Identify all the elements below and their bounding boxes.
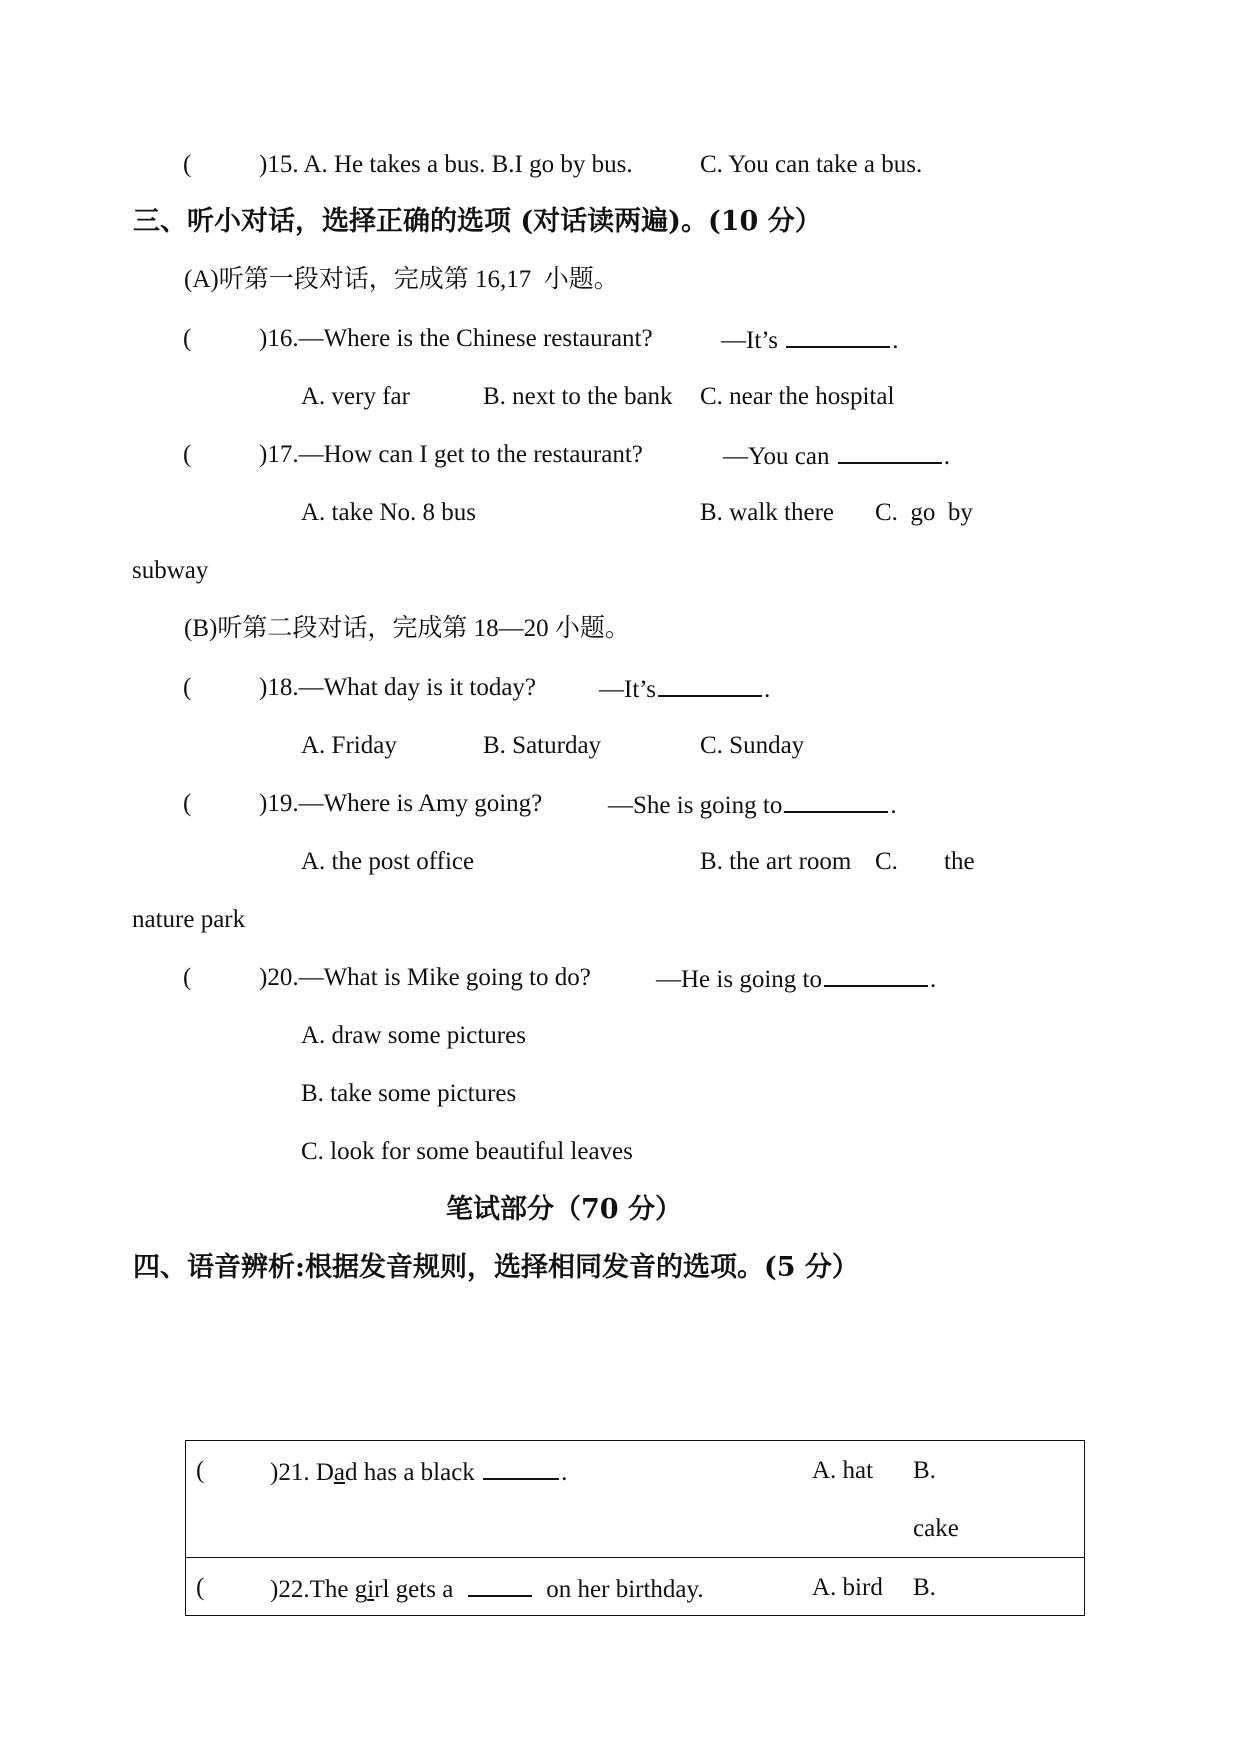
- q18-answer-blank: [658, 673, 762, 697]
- q21-stem-post: d has a black: [345, 1459, 475, 1486]
- q17-option-b: B. walk there: [700, 499, 834, 526]
- q18-paren: (: [183, 674, 192, 701]
- q16-paren: (: [183, 325, 192, 352]
- q21-option-a: A. hat: [812, 1457, 874, 1484]
- q17-answer-blank: [838, 440, 942, 464]
- q16-option-a: A. very far: [301, 383, 410, 410]
- q17-paren: (: [183, 441, 192, 468]
- q16-option-b: B. next to the bank: [483, 383, 673, 410]
- q19-option-a: A. the post office: [301, 848, 475, 875]
- part-b-instruction: (B)听第二段对话，完成第 18—20 小题。: [184, 615, 630, 642]
- q16-reply: [721, 324, 898, 356]
- q22-answer-blank: [468, 1573, 532, 1597]
- q19-reply-text: —She is going to: [608, 792, 783, 819]
- q20-reply-text: —He is going to: [656, 966, 822, 993]
- q16-end: .: [892, 327, 899, 354]
- section-4-heading: 四、语音辨析:根据发音规则，选择相同发音的选项。(5 分）: [133, 1252, 859, 1283]
- q17-reply-text: —You can: [723, 443, 830, 470]
- section-3-heading: 三、听小对话，选择正确的选项 (对话读两遍)。(10 分）: [133, 206, 822, 237]
- q19-option-b: B. the art room: [700, 848, 852, 875]
- q18-end: .: [763, 676, 771, 703]
- q22-paren: (: [196, 1574, 205, 1601]
- q16-stem: )16.—Where is the Chinese restaurant?: [259, 325, 653, 352]
- q15-stem: )15. A. He takes a bus. B.I go by bus.: [259, 151, 633, 178]
- q17-stem: )17.—How can I get to the restaurant?: [259, 441, 643, 468]
- q18-option-a: A. Friday: [301, 732, 397, 759]
- q21-answer-blank: [483, 1456, 559, 1480]
- q15-paren: (: [183, 151, 192, 178]
- q17-option-c-wrap: subway: [132, 557, 209, 584]
- q19-option-c-wrap: nature park: [132, 906, 246, 933]
- q22-end: on her birthday.: [546, 1576, 704, 1603]
- q20-end: .: [929, 966, 937, 993]
- q17-end: .: [943, 443, 950, 470]
- q19-end: .: [890, 792, 897, 819]
- q17-reply: [723, 440, 950, 472]
- q20-paren: (: [183, 964, 192, 991]
- q21-end: .: [561, 1459, 568, 1486]
- q19-answer-blank: [784, 789, 888, 813]
- q18-option-b: B. Saturday: [483, 732, 602, 759]
- q15-option-c: C. You can take a bus.: [700, 151, 923, 178]
- q19-paren: (: [183, 790, 192, 817]
- q17-option-c: C. go by: [875, 499, 973, 526]
- q16-option-c: C. near the hospital: [700, 383, 895, 410]
- q20-stem: )20.—What is Mike going to do?: [259, 964, 591, 991]
- q19-option-c: C.: [875, 848, 898, 875]
- q19-stem: )19.—Where is Amy going?: [259, 790, 543, 817]
- q19-reply: [608, 789, 897, 821]
- q16-answer-blank: [786, 324, 890, 348]
- q19-option-c-word: the: [944, 848, 975, 875]
- q21-option-b-wrap: cake: [913, 1515, 959, 1542]
- q22-underlined-letter: i: [367, 1576, 375, 1603]
- q21-underlined-letter: a: [333, 1459, 345, 1486]
- part-a-instruction: (A)听第一段对话，完成第 16,17 小题。: [184, 266, 619, 293]
- q22-cell: [186, 1558, 1085, 1616]
- q21-cell: [186, 1441, 1085, 1558]
- phonics-table: [185, 1440, 1085, 1616]
- q18-reply: [599, 673, 770, 705]
- q21-stem: [270, 1456, 567, 1488]
- q18-stem: )18.—What day is it today?: [259, 674, 537, 701]
- q20-option-a: A. draw some pictures: [301, 1022, 526, 1049]
- table-row: [186, 1441, 1085, 1558]
- q20-option-c: C. look for some beautiful leaves: [301, 1138, 633, 1165]
- table-row: [186, 1558, 1085, 1616]
- q22-option-a: A. bird: [812, 1574, 883, 1601]
- q21-option-b: B.: [913, 1457, 936, 1484]
- q16-reply-text: —It’s: [721, 327, 778, 354]
- q22-option-b: B.: [913, 1574, 936, 1601]
- q21-paren: (: [196, 1457, 205, 1484]
- q20-option-b: B. take some pictures: [301, 1080, 517, 1107]
- q17-option-a: A. take No. 8 bus: [301, 499, 476, 526]
- q21-stem-pre: )21. D: [270, 1459, 334, 1486]
- q20-answer-blank: [824, 963, 928, 987]
- q22-stem: [270, 1573, 704, 1605]
- q22-stem-post: rl gets a: [374, 1576, 454, 1603]
- q22-stem-pre: )22.The g: [270, 1576, 368, 1603]
- q18-reply-text: —It’s: [599, 676, 656, 703]
- q18-option-c: C. Sunday: [700, 732, 805, 759]
- q20-reply: [656, 963, 936, 995]
- written-part-title: 笔试部分（70 分）: [446, 1194, 682, 1225]
